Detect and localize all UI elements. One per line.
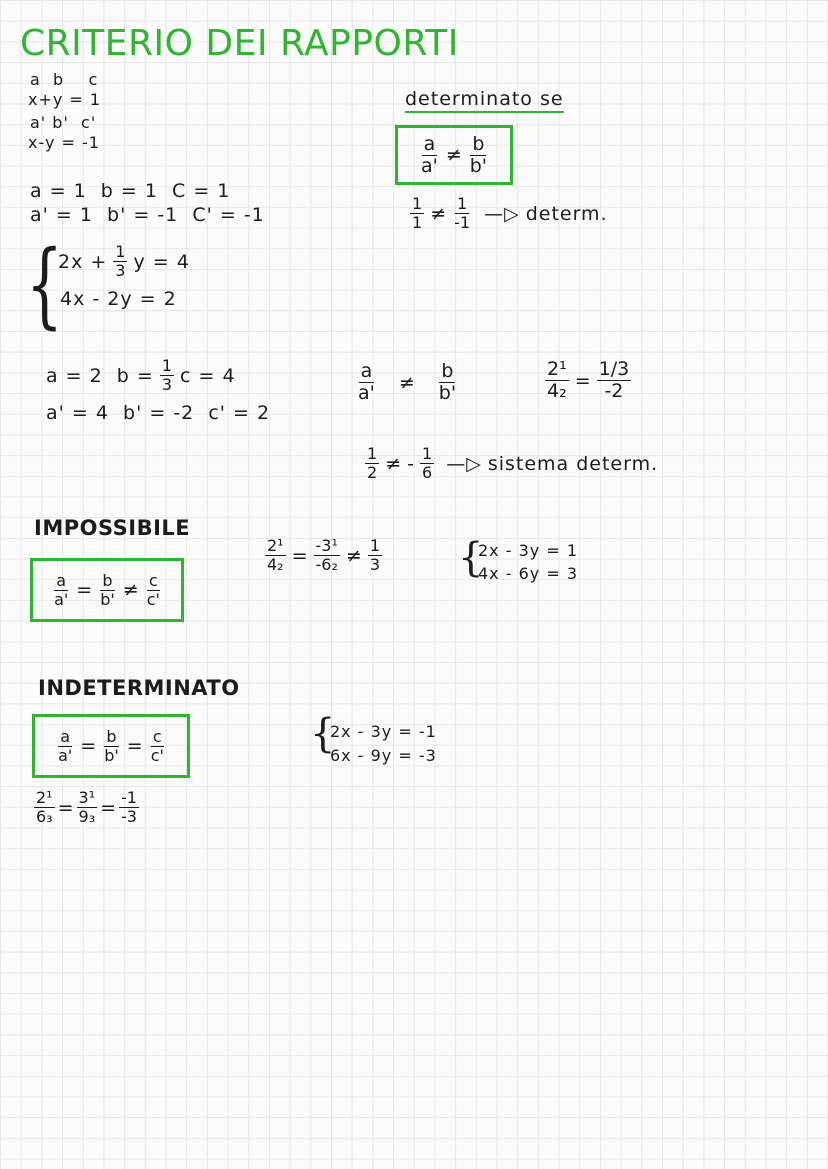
determ-result: determ. xyxy=(525,202,608,225)
fraction-one-over-one: $\frac{1}{1}$ xyxy=(412,194,423,232)
arrow-icon: —▷ xyxy=(446,452,482,475)
fraction-minus-one-over-minus-three: $\frac{-1}{-3}$ xyxy=(121,788,137,826)
page-title: CRITERIO DEI RAPPORTI xyxy=(20,23,459,64)
coefficients-line-1: a = 1 b = 1 C = 1 xyxy=(30,180,231,202)
fraction-three-over-nine: $\frac{\text{3¹}}{\text{9₃}}$ xyxy=(78,788,96,826)
determinato-heading xyxy=(405,90,564,109)
fraction-c-over-c-prime: $\frac{c}{c'}$ xyxy=(146,570,160,609)
fraction-third-over-minus-two: $\frac{1/3}{-2}$ xyxy=(598,358,630,402)
arrow-icon: —▷ xyxy=(484,202,520,225)
system1-equation-2: 4x - 2y = 2 xyxy=(60,288,177,310)
impossibile-system-eq1: 2x - 3y = 1 xyxy=(478,541,578,560)
coeffs2-line1-post: c = 4 xyxy=(180,364,236,387)
indeterminato-label: INDETERMINATO xyxy=(38,676,240,700)
coefficients2-line-2: a' = 4 b' = -2 c' = 2 xyxy=(46,402,271,424)
coeffs2-line1-pre: a = 2 b = xyxy=(46,364,154,387)
fraction-a-over-a-prime: $\frac{a}{a'}$ xyxy=(420,132,438,177)
impossibile-rule-box xyxy=(30,558,184,622)
fraction-two-over-six: $\frac{\text{2¹}}{\text{6₃}}$ xyxy=(36,788,53,826)
equal-sign: = xyxy=(100,796,117,819)
fraction-b-over-b-prime: $\frac{b}{b'}$ xyxy=(100,570,115,609)
not-equal-sign: ≠ xyxy=(445,144,462,166)
fraction-b-over-b-prime: $\frac{b}{b'}$ xyxy=(469,132,488,177)
equal-sign: = xyxy=(80,735,97,757)
fraction-a-over-a-prime: $\frac{a}{a'}$ xyxy=(58,726,73,765)
fraction-one-half: $\frac{1}{2}$ xyxy=(367,444,378,482)
indeterminato-system-eq1: 2x - 3y = -1 xyxy=(330,722,437,741)
fraction-one-third: $\frac{1}{3}$ xyxy=(115,242,126,280)
equal-sign: = xyxy=(126,735,143,757)
fraction-c-over-c-prime: $\frac{c}{c'}$ xyxy=(150,726,164,765)
result2 xyxy=(365,446,658,481)
fraction-two-over-four: $\frac{\text{2¹}}{\text{4₂}}$ xyxy=(547,358,567,402)
impossibile-system-eq2: 4x - 6y = 3 xyxy=(478,564,578,583)
not-equal-sign: ≠ xyxy=(398,371,415,394)
fraction-one-over-minus-one: $\frac{1}{-1}$ xyxy=(454,194,471,232)
determinato-check xyxy=(410,196,608,231)
coefficients-line-2: a' = 1 b' = -1 C' = -1 xyxy=(30,204,265,226)
intro-equation-2: x-y = -1 xyxy=(28,133,100,152)
system-brace-indeterminato: { xyxy=(310,711,336,757)
fraction-minus-three-over-minus-six: $\frac{\text{-3¹}}{\text{-6₂}}$ xyxy=(315,536,338,574)
system1-eq1-pre: 2x + xyxy=(58,250,108,273)
indeterminato-system-eq2: 6x - 9y = -3 xyxy=(330,746,437,765)
impossibile-label: IMPOSSIBILE xyxy=(34,516,191,540)
prime-labels: a' b' c' xyxy=(30,113,97,132)
determinato-rule-box xyxy=(395,125,513,185)
equal-sign: = xyxy=(574,369,591,392)
intro-equation-1: x+y = 1 xyxy=(28,90,102,109)
fraction-b-over-b-prime: $\frac{b}{b'}$ xyxy=(438,360,457,404)
fraction-one-third: $\frac{1}{3}$ xyxy=(369,536,380,574)
not-equal-sign: ≠ xyxy=(430,202,447,225)
system-brace-impossibile: { xyxy=(458,535,484,581)
system-brace-1: { xyxy=(26,230,63,339)
rule2 xyxy=(356,362,458,403)
equal-sign: = xyxy=(76,579,93,601)
not-equal-sign: ≠ xyxy=(345,544,362,567)
equal-sign: = xyxy=(291,544,308,567)
coefficients2-line-1 xyxy=(46,358,236,393)
fraction-a-over-a-prime: $\frac{a}{a'}$ xyxy=(358,360,375,404)
not-equal-sign: ≠ xyxy=(122,579,139,601)
equal-sign: = xyxy=(57,796,74,819)
fraction-two-over-four: $\frac{\text{2¹}}{\text{4₂}}$ xyxy=(267,536,284,574)
indeterminato-rule-box xyxy=(32,714,190,778)
indeterminato-calc xyxy=(34,790,139,825)
fraction-one-third: $\frac{1}{3}$ xyxy=(161,356,173,394)
not-equal-minus: ≠ - xyxy=(385,452,415,475)
system1-equation-1 xyxy=(58,244,190,279)
abc-labels: a b c xyxy=(30,70,99,89)
impossibile-calc xyxy=(265,538,382,573)
determinato-word: determinato se xyxy=(405,88,564,113)
sistema-determ-text: sistema determ. xyxy=(487,452,659,475)
fraction-a-over-a-prime: $\frac{a}{a'}$ xyxy=(54,570,69,609)
fraction-b-over-b-prime: $\frac{b}{b'}$ xyxy=(104,726,119,765)
fraction-one-sixth: $\frac{1}{6}$ xyxy=(422,444,433,482)
calc2 xyxy=(545,360,631,401)
system1-eq1-post: y = 4 xyxy=(133,250,190,273)
